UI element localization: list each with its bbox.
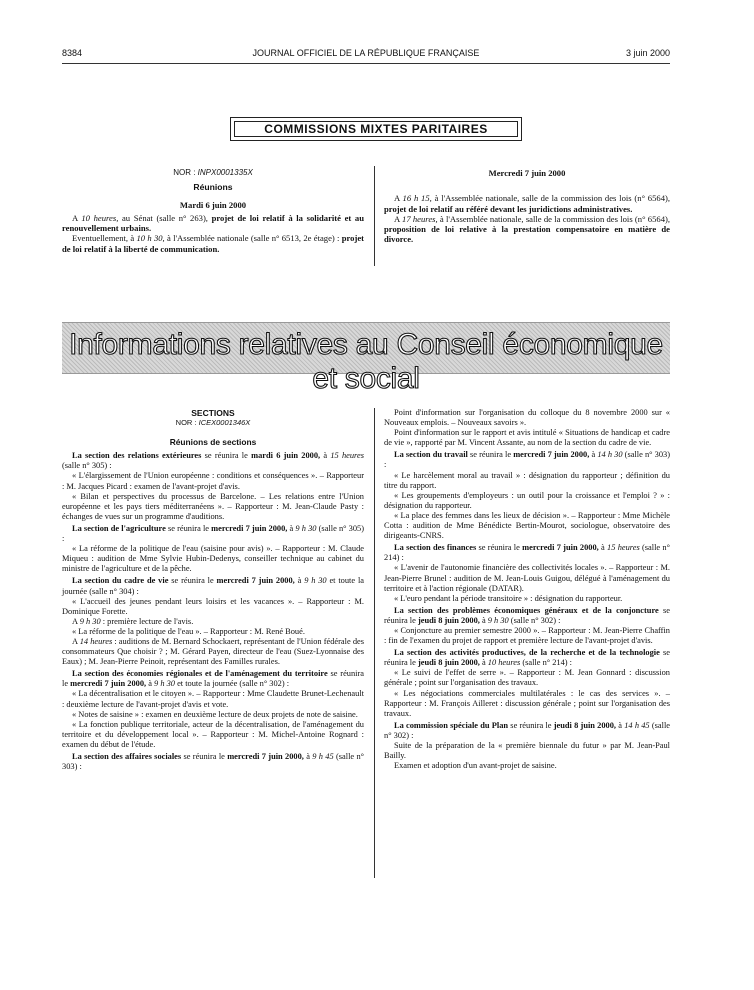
cmp-nor: NOR : INPX0001335X bbox=[173, 168, 253, 177]
list-item: « Le suivi de l'effet de serre ». – Rapporteur : M. Jean Gonnard : discussion générale ; point sur l'organisation des travaux. bbox=[384, 668, 670, 688]
section-problemes-economiques: La section des problèmes économiques généraux et de la conjoncture se réunira le jeudi 8 juin 2000, à 9 h 30 (salle n° 302) : bbox=[384, 605, 670, 625]
ces-banner-title: Informations relatives au Conseil économique et social bbox=[69, 328, 663, 395]
header-rule bbox=[62, 63, 670, 64]
ces-nor: NOR : ICEX0001346X bbox=[175, 418, 251, 428]
journal-title: JOURNAL OFFICIEL DE LA RÉPUBLIQUE FRANÇAISE bbox=[252, 48, 480, 58]
list-item: « Le harcèlement moral au travail » : désignation du rapporteur ; définition du titre du rapport. bbox=[384, 470, 670, 490]
list-item: « L'euro pendant la période transitoire » : désignation du rapporteur. bbox=[394, 593, 623, 603]
list-item: « Bilan et perspectives du processus de Barcelone. – Les relations entre l'Union européenne et les pays tiers méditerranéens ». – Rapporteur : M. Jean-Claude Pasty : échanges de vues sur un programme d'auditions. bbox=[62, 491, 364, 521]
list-item: « L'avenir de l'autonomie financière des collectivités locales ». – Rapporteur : M. Jean-Pierre Brunel : audition de M. Jean-Louis Guigou, délégué à l'aménagement du territoire et à l'action régionale (DATAR). bbox=[384, 563, 670, 593]
section-affaires-sociales: La section des affaires sociales se réunira le mercredi 7 juin 2000, à 9 h 45 (salle n° 303) : bbox=[62, 752, 364, 772]
cmp-left-item-1: A 10 heures, au Sénat (salle n° 263), projet de loi relatif à la solidarité et au renouvellement urbains. bbox=[62, 212, 364, 234]
list-item: A 9 h 30 : première lecture de l'avis. bbox=[72, 616, 194, 626]
section-cadre-de-vie: La section du cadre de vie se réunira le mercredi 7 juin 2000, à 9 h 30 et toute la journée (salle n° 304) : bbox=[62, 576, 364, 596]
cmp-column-divider bbox=[374, 166, 375, 266]
cmp-left-column bbox=[62, 168, 364, 254]
cmp-title-box bbox=[230, 117, 522, 141]
ces-left-column bbox=[62, 408, 364, 772]
list-item: « La réforme de la politique de l'eau (saisine pour avis) ». – Rapporteur : M. Claude Miqueu : audition de Mme Sylvie Hubin-Dedenys, conseiller technique au cabinet du ministre de l'agriculture et de la pêche. bbox=[62, 544, 364, 574]
section-travail: La section du travail se réunira le mercredi 7 juin 2000, à 14 h 30 (salle n° 303) : bbox=[384, 450, 670, 470]
ces-column-divider bbox=[374, 408, 375, 878]
commission-speciale-plan: La commission spéciale du Plan se réunira le jeudi 8 juin 2000, à 14 h 45 (salle n° 302) : bbox=[384, 720, 670, 740]
list-item: Point d'information sur l'organisation du colloque du 8 novembre 2000 sur « Nouveaux emplois. – Nouveaux savoirs ». bbox=[384, 408, 670, 428]
section-economies-regionales: La section des économies régionales et de l'aménagement du territoire se réunira le mercredi 7 juin 2000, à 9 h 30 et toute la journée (salle n° 302) : bbox=[62, 669, 364, 689]
list-item: « Conjoncture au premier semestre 2000 ». – Rapporteur : M. Jean-Pierre Chaffin : fin de l'examen du projet de rapport et première lecture de l'avant-projet d'avis. bbox=[384, 625, 670, 646]
cmp-left-item-2: Eventuellement, à 10 h 30, à l'Assemblée nationale (salle n° 6513, 2e étage) : projet de loi relatif à la liberté de communication. bbox=[62, 233, 364, 254]
list-item: « L'accueil des jeunes pendant leurs loisirs et les vacances ». – Rapporteur : M. Dominique Forette. bbox=[62, 596, 364, 616]
list-item: « Les négociations commerciales multilatérales : le cas des services ». – Rapporteur : M. François Ailleret : discussion générale ; point sur l'organisation des travaux. bbox=[384, 688, 670, 718]
list-item: « Les groupements d'employeurs : un outil pour la croissance et l'emploi ? » : désignation du rapporteur. bbox=[384, 490, 670, 510]
list-item: « La réforme de la politique de l'eau ». – Rapporteur : M. René Boué. bbox=[72, 626, 305, 636]
cmp-title: COMMISSIONS MIXTES PARITAIRES bbox=[234, 121, 518, 137]
ces-banner bbox=[62, 322, 670, 395]
section-agriculture: La section de l'agriculture se réunira le mercredi 7 juin 2000, à 9 h 30 (salle n° 305) : bbox=[62, 523, 364, 544]
list-item: Examen et adoption d'un avant-projet de saisine. bbox=[394, 761, 557, 771]
cmp-day-right: Mercredi 7 juin 2000 bbox=[488, 168, 566, 178]
list-item: A 14 heures : auditions de M. Bernard Schockaert, représentant de l'Union fédérale des consommateurs Que choisir ? ; M. Gérard Payen, directeur de l'eau (Suez-Lyonnaise des Eaux) ; M. Jean-Pierre Peinoit, représentant des Familles rurales. bbox=[62, 636, 364, 667]
cmp-day-left: Mardi 6 juin 2000 bbox=[179, 199, 247, 210]
cmp-right-column bbox=[384, 168, 670, 245]
issue-date: 3 juin 2000 bbox=[625, 48, 670, 58]
list-item: Suite de la préparation de la « première biennale du futur » par M. Jean-Paul Bailly. bbox=[384, 741, 670, 761]
list-item: « La fonction publique territoriale, acteur de la décentralisation, de l'aménagement du territoire et du développement local ». – Rapporteur : M. Michel-Antoine Rognard : examen du début de l'étude. bbox=[62, 719, 364, 749]
cmp-reunions-heading: Réunions bbox=[193, 182, 233, 193]
section-activites-productives: La section des activités productives, de la recherche et de la technologie se réunira le jeudi 8 juin 2000, à 10 heures (salle n° 214) : bbox=[384, 648, 670, 668]
sections-title: SECTIONS bbox=[191, 408, 235, 418]
list-item: « Notes de saisine » : examen en deuxième lecture de deux projets de note de saisine. bbox=[72, 709, 358, 719]
reunions-sections-title: Réunions de sections bbox=[169, 437, 257, 448]
section-relations-exterieures: La section des relations extérieures se réunira le mardi 6 juin 2000, à 15 heures (salle n° 305) : bbox=[62, 451, 364, 471]
list-item: « La décentralisation et le citoyen ». – Rapporteur : Mme Claudette Brunet-Lechenault : deuxième lecture de l'avant-projet d'avis et vote. bbox=[62, 689, 364, 709]
page-header bbox=[62, 48, 670, 62]
list-item: Point d'information sur le rapport et avis intitulé « Situations de handicap et cadre de vie », rapporté par M. Vincent Assante, au nom de la section du cadre de vie. bbox=[384, 428, 670, 448]
cmp-right-item-1: A 16 h 15, à l'Assemblée nationale, salle de la commission des lois (n° 6564), projet de loi relatif au référé devant les juridictions administratives. bbox=[384, 193, 671, 214]
list-item: « L'élargissement de l'Union européenne : conditions et conséquences ». – Rapporteur : M. Jacques Picard : examen de l'avant-projet d'avis. bbox=[62, 471, 364, 491]
list-item: « La place des femmes dans les lieux de décision ». – Rapporteur : Mme Michèle Cotta : audition de Mme Bénédicte Bertin-Mourot, sociologue, observatoire des dirigeants-CNRS. bbox=[384, 510, 670, 541]
page-number: 8384 bbox=[62, 48, 83, 58]
cmp-right-item-2: A 17 heures, à l'Assemblée nationale, salle de la commission des lois (n° 6564), proposition de loi relative à la prestation compensatoire en matière de divorce. bbox=[384, 213, 670, 245]
section-finances: La section des finances se réunira le mercredi 7 juin 2000, à 15 heures (salle n° 214) : bbox=[384, 543, 670, 563]
ces-right-column bbox=[384, 408, 670, 771]
